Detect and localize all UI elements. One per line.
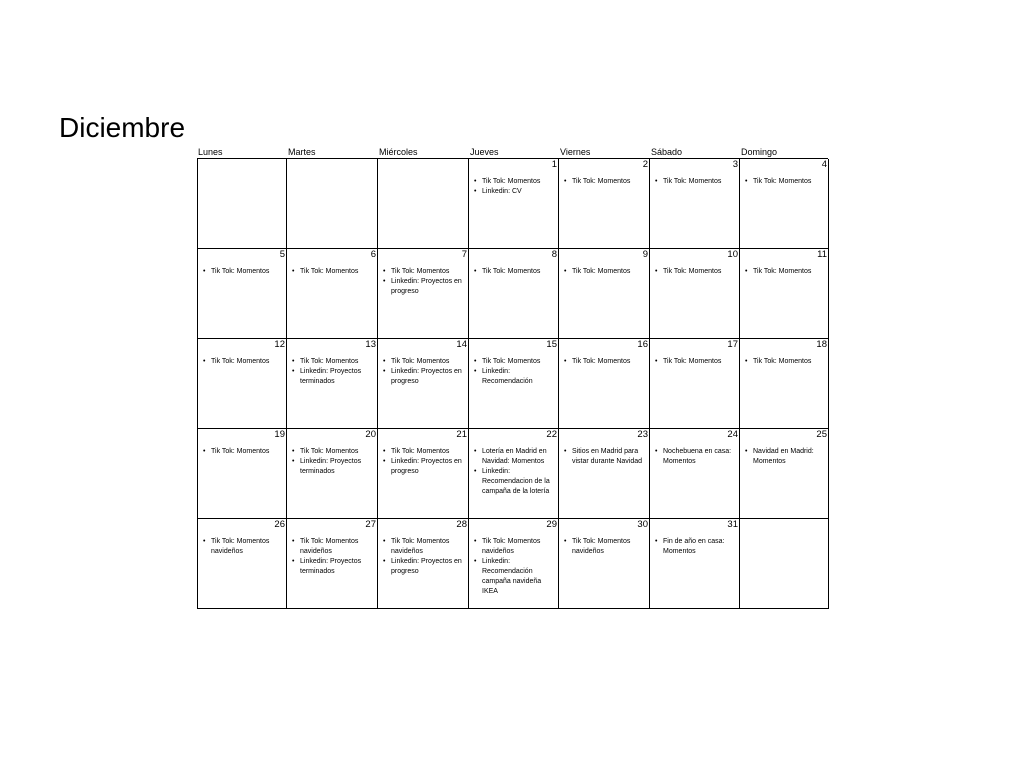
event-list xyxy=(744,447,826,467)
day-number: 2 xyxy=(642,159,648,170)
event-item: • Tik Tok: Momentos xyxy=(291,447,375,457)
weekday-thursday: Jueves xyxy=(470,147,499,157)
event-item: • Tik Tok: Momentos xyxy=(291,357,375,367)
event-list xyxy=(563,447,647,467)
event-list xyxy=(563,537,647,557)
calendar-day-cell xyxy=(650,249,740,339)
event-item: • Tik Tok: Momentos xyxy=(473,177,556,187)
weekday-sunday: Domingo xyxy=(741,147,778,157)
calendar-day-cell xyxy=(650,339,740,429)
day-number: 25 xyxy=(816,429,827,440)
event-list xyxy=(382,357,466,387)
event-list xyxy=(563,177,647,187)
calendar-day-cell xyxy=(378,429,469,519)
event-list xyxy=(563,357,647,367)
event-item: • Nochebuena en casa: Momentos xyxy=(654,447,737,467)
day-number: 7 xyxy=(461,249,467,260)
event-item: • Tik Tok: Momentos xyxy=(202,447,284,457)
event-item: • Tik Tok: Momentos navideños xyxy=(563,537,647,557)
event-list xyxy=(291,267,375,277)
event-item: • Tik Tok: Momentos xyxy=(382,267,466,277)
calendar-day-cell xyxy=(198,159,287,249)
day-number: 8 xyxy=(551,249,557,260)
event-item: • Tik Tok: Momentos xyxy=(654,357,737,367)
event-list xyxy=(654,447,737,467)
event-item: • Tik Tok: Momentos xyxy=(563,267,647,277)
day-number: 30 xyxy=(637,519,648,530)
calendar-day-cell xyxy=(378,339,469,429)
day-number: 26 xyxy=(274,519,285,530)
event-item: • Linkedin: Proyectos en progreso xyxy=(382,367,466,387)
event-item: • Linkedin: Proyectos terminados xyxy=(291,367,375,387)
day-number: 17 xyxy=(727,339,738,350)
event-item: • Tik Tok: Momentos navideños xyxy=(291,537,375,557)
calendar-day-cell xyxy=(378,159,469,249)
event-item: • Tik Tok: Momentos navideños xyxy=(202,537,284,557)
calendar-day-cell xyxy=(740,249,829,339)
calendar-day-cell xyxy=(469,429,559,519)
event-item: • Tik Tok: Momentos xyxy=(744,267,826,277)
day-number: 24 xyxy=(727,429,738,440)
event-item: • Tik Tok: Momentos xyxy=(382,357,466,367)
day-number: 14 xyxy=(456,339,467,350)
weekday-tuesday: Martes xyxy=(288,147,316,157)
event-list xyxy=(202,537,284,557)
day-number: 12 xyxy=(274,339,285,350)
day-number: 23 xyxy=(637,429,648,440)
calendar-day-cell xyxy=(378,519,469,609)
calendar-day-cell xyxy=(469,159,559,249)
event-list xyxy=(382,267,466,297)
calendar-day-cell xyxy=(740,159,829,249)
weekday-friday: Viernes xyxy=(560,147,591,157)
day-number: 10 xyxy=(727,249,738,260)
event-list xyxy=(291,537,375,577)
event-list xyxy=(202,267,284,277)
event-item: • Tik Tok: Momentos xyxy=(654,177,737,187)
weekday-wednesday: Miércoles xyxy=(379,147,418,157)
day-number: 20 xyxy=(365,429,376,440)
event-list xyxy=(382,447,466,477)
calendar-day-cell xyxy=(650,519,740,609)
day-number: 6 xyxy=(370,249,376,260)
day-number: 11 xyxy=(817,249,827,260)
event-list xyxy=(473,537,556,597)
calendar-day-cell xyxy=(198,519,287,609)
calendar-day-cell xyxy=(469,249,559,339)
month-title: Diciembre xyxy=(59,112,186,143)
calendar-day-cell xyxy=(287,519,378,609)
event-item: • Tik Tok: Momentos xyxy=(654,267,737,277)
event-list xyxy=(654,537,737,557)
event-list xyxy=(563,267,647,277)
event-list xyxy=(473,267,556,277)
day-number: 31 xyxy=(727,519,738,530)
day-number: 29 xyxy=(546,519,557,530)
event-item: • Lotería en Madrid en Navidad: Momentos xyxy=(473,447,556,467)
weekday-saturday: Sábado xyxy=(651,147,683,157)
calendar-day-cell xyxy=(650,159,740,249)
calendar-day-cell xyxy=(559,339,650,429)
calendar-day-cell xyxy=(740,429,829,519)
event-list xyxy=(202,357,284,367)
event-item: • Linkedin: Proyectos en progreso xyxy=(382,557,466,577)
event-item: • Tik Tok: Momentos navideños xyxy=(382,537,466,557)
calendar-day-cell xyxy=(559,159,650,249)
event-item: • Tik Tok: Momentos xyxy=(202,267,284,277)
calendar-day-cell xyxy=(198,249,287,339)
event-list xyxy=(654,267,737,277)
calendar-day-cell xyxy=(287,339,378,429)
event-item: • Tik Tok: Momentos xyxy=(744,177,826,187)
event-list xyxy=(744,357,826,367)
event-item: • Tik Tok: Momentos xyxy=(563,177,647,187)
day-number: 1 xyxy=(551,159,557,170)
day-number: 13 xyxy=(365,339,376,350)
day-number: 19 xyxy=(274,429,285,440)
calendar-day-cell xyxy=(650,429,740,519)
event-item: • Linkedin: Proyectos terminados xyxy=(291,457,375,477)
calendar-day-cell xyxy=(469,519,559,609)
event-list xyxy=(473,357,556,387)
event-item: • Tik Tok: Momentos xyxy=(202,357,284,367)
event-item: • Linkedin: Proyectos en progreso xyxy=(382,457,466,477)
day-number: 5 xyxy=(279,249,285,260)
calendar-grid xyxy=(197,158,828,609)
calendar-day-cell xyxy=(559,429,650,519)
calendar-day-cell xyxy=(740,339,829,429)
day-number: 21 xyxy=(456,429,467,440)
event-item: • Tik Tok: Momentos navideños xyxy=(473,537,556,557)
calendar-day-cell xyxy=(198,429,287,519)
event-list xyxy=(291,447,375,477)
event-item: • Tik Tok: Momentos xyxy=(291,267,375,277)
event-item: • Linkedin: Recomendación campaña navideña IKEA xyxy=(473,557,556,597)
calendar-day-cell xyxy=(469,339,559,429)
event-item: • Linkedin: CV xyxy=(473,187,556,197)
event-item: • Tik Tok: Momentos xyxy=(563,357,647,367)
calendar-day-cell xyxy=(287,249,378,339)
event-item: • Linkedin: Proyectos en progreso xyxy=(382,277,466,297)
day-number: 28 xyxy=(456,519,467,530)
event-item: • Linkedin: Proyectos terminados xyxy=(291,557,375,577)
event-item: • Fin de año en casa: Momentos xyxy=(654,537,737,557)
weekday-monday: Lunes xyxy=(198,147,223,157)
event-list xyxy=(654,177,737,187)
calendar-day-cell xyxy=(740,519,829,609)
calendar-day-cell xyxy=(287,429,378,519)
event-list xyxy=(744,267,826,277)
event-item: • Tik Tok: Momentos xyxy=(382,447,466,457)
event-item: • Linkedin: Recomendación xyxy=(473,367,556,387)
event-item: • Tik Tok: Momentos xyxy=(473,267,556,277)
calendar-day-cell xyxy=(198,339,287,429)
event-item: • Tik Tok: Momentos xyxy=(473,357,556,367)
event-list xyxy=(473,447,556,497)
calendar-day-cell xyxy=(559,249,650,339)
event-item: • Linkedin: Recomendacion de la campaña de la lotería xyxy=(473,467,556,497)
day-number: 18 xyxy=(816,339,827,350)
event-item: • Tik Tok: Momentos xyxy=(744,357,826,367)
event-list xyxy=(202,447,284,457)
day-number: 4 xyxy=(821,159,827,170)
day-number: 16 xyxy=(637,339,648,350)
day-number: 22 xyxy=(546,429,557,440)
event-item: • Sitios en Madrid para vistar durante Navidad xyxy=(563,447,647,467)
event-list xyxy=(744,177,826,187)
day-number: 15 xyxy=(546,339,557,350)
calendar-day-cell xyxy=(287,159,378,249)
day-number: 3 xyxy=(732,159,738,170)
event-item: • Navidad en Madrid: Momentos xyxy=(744,447,826,467)
day-number: 9 xyxy=(642,249,648,260)
calendar-day-cell xyxy=(378,249,469,339)
event-list xyxy=(654,357,737,367)
calendar-day-cell xyxy=(559,519,650,609)
event-list xyxy=(473,177,556,197)
event-list xyxy=(382,537,466,577)
day-number: 27 xyxy=(365,519,376,530)
event-list xyxy=(291,357,375,387)
